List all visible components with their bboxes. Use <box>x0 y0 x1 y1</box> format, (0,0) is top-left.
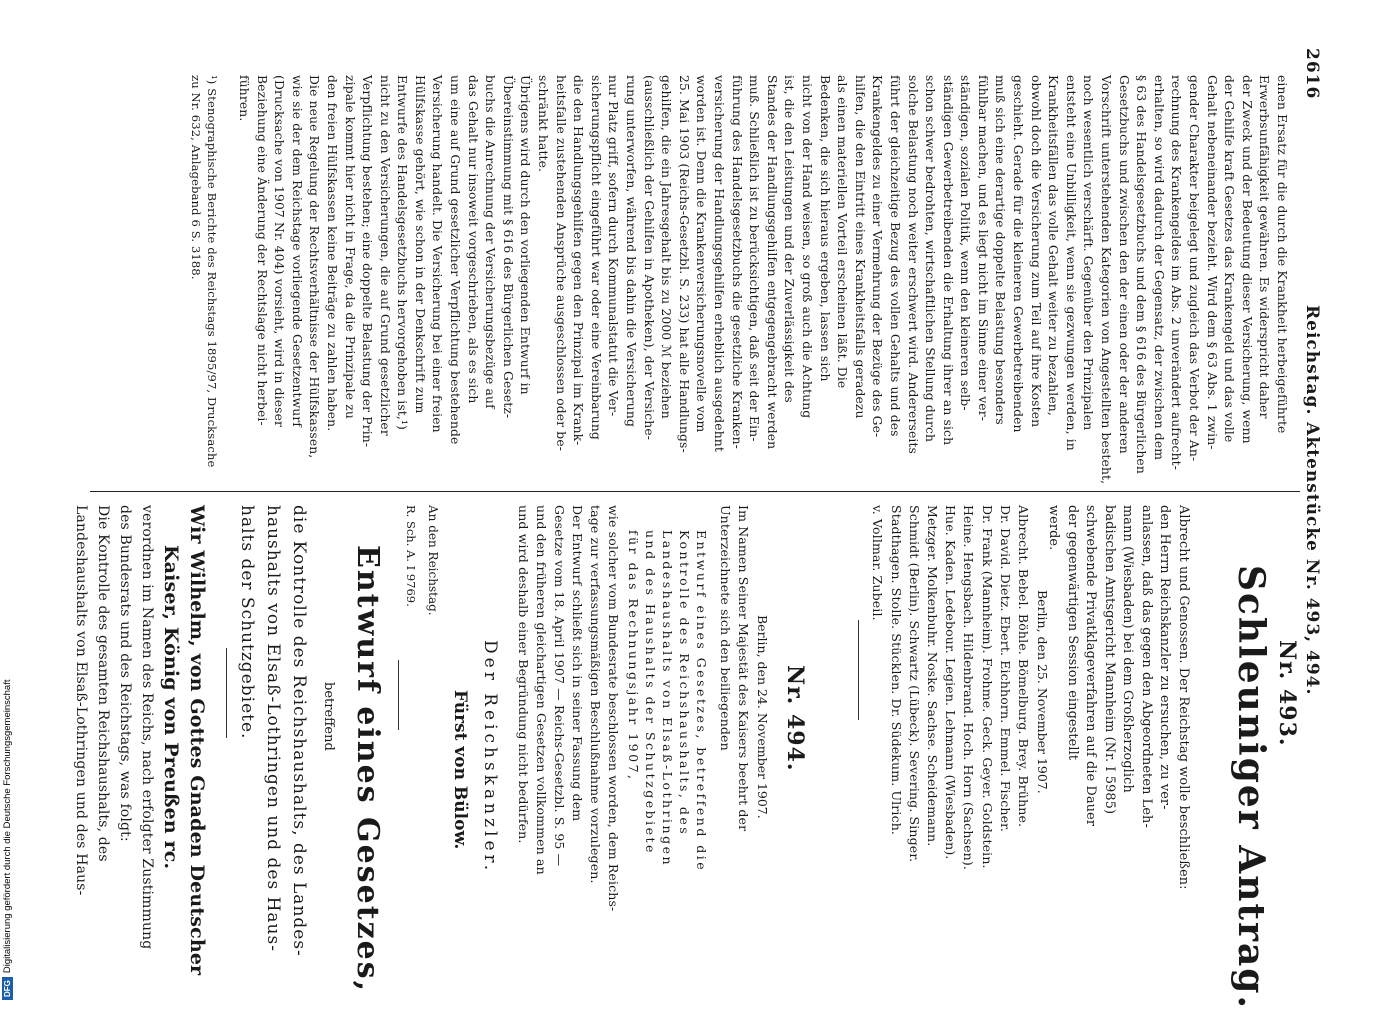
nr494-number: Nr. 494. <box>782 665 808 772</box>
footnote-line: zu Nr. 632, Anlageband 6 S. 3188. <box>189 75 203 280</box>
text-line: der Zweck und der Bedeutung dieser Versicherung, wenn <box>1239 75 1254 444</box>
text-line: um eine auf Grund gesetzlicher Verpflichtung bestehende <box>448 75 463 445</box>
signatory-line: Albrecht. Bebel. Böhle. Bömelburg. Brey. Brühne. <box>1016 505 1031 828</box>
nr494-subject-line: Entwurf eines Gesetzes, betreffend die <box>694 530 709 873</box>
nr494-body-line: und den früheren gleichartigen Gesetzen vollkommen an <box>534 505 549 875</box>
nr494-reference: R. Sch. A. I 9769. <box>404 505 418 607</box>
left-column-text <box>234 75 1290 490</box>
text-line: Verpflichtung bestehen; eine doppelte Belastung der Prin- <box>360 75 375 448</box>
signatory-line: Heine. Hengsbach. Hildenbrand. Hoch. Horn (Sachsen). <box>961 505 977 870</box>
signatory-line: Stadthagen. Stolle. Stücklen. Dr. Südekum. Ulrich. <box>888 505 904 836</box>
nr494-subject-line: für das Rechnungsjahr 1907, <box>626 530 641 782</box>
text-line: muß sich eine derartige doppelte Belastung besonders <box>993 75 1008 425</box>
draft-subject <box>234 505 312 957</box>
text-line: gender Charakter beigelegt und zugleich das Verbot der An- <box>1187 75 1202 462</box>
nr493-date: Berlin, den 25. November 1907. <box>1035 590 1050 794</box>
nr494-body-line: Der Entwurf schließt sich in seiner Fassung dem <box>570 505 585 822</box>
nr494-date: Berlin, den 24. November 1907. <box>755 615 770 819</box>
text-line: schon schwer bedrohten, wirtschaftlichen Stellung durch <box>923 75 938 443</box>
nr494-subject <box>625 530 710 930</box>
emperor-line: des Bundesrats und des Reichstags, was folgt: <box>117 505 133 842</box>
nr494-body-line: und wird deshalb einer Begründung nicht bedürfen. <box>516 505 531 844</box>
nr494-signature-name: Fürst von Bülow. <box>450 690 470 850</box>
nr494-body-line: Gesetze vom 18. April 1907 — Reichs-Gesetzbl. S. 95 — <box>552 505 567 867</box>
text-line: erhalten, so wird dadurch der Gegensatz, der zwischen dem <box>1151 75 1166 461</box>
dfg-sidebar <box>2 680 13 1001</box>
nr494-intro <box>716 505 752 935</box>
text-line: Beziehung eine Änderung der Rechtslage nicht herbei- <box>254 75 269 426</box>
emperor-line: verordnen im Namen des Reichs, nach erfolgter Zustimmung <box>139 505 155 950</box>
text-line: buchs die Anrechnung der Versicherungsbezüge auf <box>483 75 498 409</box>
text-line: entsteht eine Unbilligkeit, wenn sie gezwungen werden, in <box>1063 75 1078 451</box>
text-line: hilfen, die den Eintritt eines Krankheitsfalls geradezu <box>852 75 867 419</box>
nr493-body-line: mann (Wiesbaden) bei dem Großherzoglich <box>1120 505 1136 793</box>
text-line: solche Belastung noch weiter erschwert wird. Andererseits <box>905 75 920 455</box>
text-line: ständigen, sozialen Politik, wenn den kleineren selb- <box>958 75 973 411</box>
text-line: Erwerbsunfähigkeit gewähren. Es widerspricht daher <box>1257 75 1272 419</box>
section-rule-2 <box>398 660 399 730</box>
nr493-body-line: Albrecht und Genossen. Der Reichstag wolle beschließen: <box>1176 505 1191 890</box>
section-rule-3 <box>226 648 227 738</box>
signatory-line: Schmidt (Berlin). Schwartz (Lübeck). Severing. Singer. <box>906 505 922 863</box>
nr493-body-line: den Herrn Reichskanzler zu ersuchen, zu ver- <box>1157 505 1173 810</box>
draft-emperor <box>70 505 210 976</box>
text-line: Versicherung handelt. Die Versicherung bei einer freien <box>430 75 445 433</box>
column-divider <box>90 491 1300 492</box>
text-line: (Drucksache von 1907 Nr. 404) vorsieht, wird in dieser <box>272 75 287 428</box>
nr494-addressee: An den Reichstag. <box>426 505 440 616</box>
nr493-signatories <box>868 505 1032 935</box>
text-line: (ausschließlich der Gehilfen in Apotheken), der Versiche- <box>641 75 656 441</box>
footnote-line: ¹) Stenographische Berichte des Reichstags 1895/97, Drucksache <box>205 75 219 468</box>
text-line: Krankheitsfällen das volle Gehalt weiter zu bezahlen, <box>1046 75 1061 416</box>
nr494-body <box>514 505 622 935</box>
nr493-body-line: schwebende Privatklageverfahren auf die Dauer <box>1083 505 1099 827</box>
text-line: Entwurfe des Handelsgesetzbuchs hervorgehoben ist,¹) <box>395 75 410 430</box>
nr494-body-line: tage zur verfassungsmäßigen Beschlußnahme vorzulegen. <box>588 505 603 884</box>
dfg-credit: Digitalisierung gefördert durch die Deutsche Forschungsgemeinschaft <box>2 679 13 974</box>
page-number: 2616 <box>1302 48 1322 100</box>
nr494-intro-line: Unterzeichnete sich den beiliegenden <box>718 505 733 751</box>
text-line: muß. Schließlich ist zu berücksichtigen, daß seit der Ein- <box>747 75 762 442</box>
text-line: der Gehilfe kraft Gesetzes das Krankengeld und das volle <box>1222 75 1237 443</box>
draft-title: Entwurf eines Gesetzes, <box>350 545 385 994</box>
text-line: zipale kommt hier nicht in Frage, da die Prinzipale zu <box>342 75 357 419</box>
text-line: 25. Mai 1903 (Reichs-Gesetzbl. S. 233) hat alle Handlungs- <box>676 75 691 453</box>
text-line: worden ist. Denn die Krankenversicherungsnovelle vom <box>694 75 709 433</box>
text-line: Vorschrift unterstehenden Kategorien von Angestellten besteht, <box>1099 75 1114 485</box>
text-line: Bedenken, die sich hieraus ergeben, lassen sich <box>817 75 832 382</box>
text-line: Gehalt nebeneinander bezieht. Wird dem § 63 Abs. 1 zwin- <box>1204 75 1219 450</box>
signatory-line: Dr. David. Dietz. Ebert. Eichhorn. Emmel. Fischer. <box>997 505 1013 833</box>
nr494-signature-title: Der Reichskanzler. <box>480 640 500 875</box>
text-line: sicherungspflicht eingeführt war oder eine Vereinbarung <box>588 75 603 440</box>
text-line: noch wesentlich verschärft. Gegenüber den Prinzipalen <box>1081 75 1096 431</box>
draft-subject-line: die Kontrolle des Reichshaushalts, des Landes- <box>289 505 309 957</box>
text-line: nicht von der Hand weisen, so groß auch die Achtung <box>799 75 814 419</box>
nr494-intro-line: Im Namen Seiner Majestät des Kaisers beehrt der <box>736 505 751 832</box>
signatory-line: v. Vollmar. Zubeil. <box>870 505 886 621</box>
text-line: Hülfskasse gehört, wie schon in der Denkschrift zum <box>412 75 427 414</box>
nr493-body <box>1044 505 1192 935</box>
nr493-title: Schleuniger Antrag. <box>1230 565 1272 1010</box>
draft-concerning: betreffend <box>321 682 336 751</box>
text-line: gehilfen, die ein Jahresgehalt bis zu 2000 ℳ beziehen <box>659 75 674 419</box>
text-line: obwohl doch die Versicherung zum Teil auf ihre Kosten <box>1028 75 1043 428</box>
text-line: rung unterworfen, während bis dahin die Versicherung <box>624 75 639 427</box>
emperor-line: Wir Wilhelm, von Gottes Gnaden Deutscher <box>186 505 208 976</box>
text-line: Gesetzbuchs und zwischen den der einen oder der anderen <box>1116 75 1131 454</box>
emperor-line: Die Kontrolle des gesamten Reichshaushalts, des <box>95 505 111 862</box>
text-line: führen. <box>236 75 251 122</box>
text-line: geschieht. Gerade für die kleineren Gewerbetreibenden <box>1011 75 1026 433</box>
text-line: den freien Hülfskassen keine Beiträge zu zahlen haben. <box>324 75 339 432</box>
text-line: Standes der Handlungsgehilfen entgegengebracht werden <box>764 75 779 450</box>
signatory-line: Hue. Kaden. Ledebour. Legien. Lehmann (Wiesbaden). <box>943 505 959 860</box>
nr494-body-line: wie solcher vom Bundesrate beschlossen worden, dem Reichs- <box>606 505 621 912</box>
text-line: rechnung des Krankengeldes im Abs. 2 unverändert aufrecht- <box>1169 75 1184 471</box>
text-line: § 63 des Handelsgesetzbuchs und dem § 616 des Bürgerlichen <box>1134 75 1149 474</box>
nr493-body-line: anlassen, daß das gegen den Abgeordneten Leh- <box>1139 505 1154 828</box>
text-line: führt der gleichzeitige Bezug des vollen Gehalts und des <box>887 75 902 437</box>
nr494-subject-line: Landeshaushalts von Elsaß-Lothringen <box>660 530 675 868</box>
emperor-line: Landeshaushalts von Elsaß-Lothringen und des Haus- <box>73 505 89 896</box>
nr493-body-line: der gegenwärtigen Session eingestellt <box>1065 505 1080 761</box>
text-line: Die neue Regelung der Rechtsverhältnisse der Hülfskassen, <box>307 75 322 459</box>
text-line: fühlbar machen, und es liegt nicht im Sinne einer ver- <box>975 75 990 422</box>
nr493-body-line: badischen Amtsgericht Mannheim (Nr. I 5985) <box>1102 505 1117 815</box>
running-title: Reichstag. Aktenstücke Nr. 493, 494. <box>1302 305 1322 696</box>
text-line: Krankengeldes zu einer Vermehrung der Bezüge des Ge- <box>870 75 885 438</box>
footnote <box>188 75 220 495</box>
text-line: nicht zu den Versicherungen, die auf Grund gesetzlicher <box>377 75 392 436</box>
signatory-line: Dr. Frank (Mannheim). Frohme. Geck. Geyer. Goldstein. <box>979 505 995 869</box>
text-line: versicherung der Handlungsgehilfen erheblich ausgedehnt <box>712 75 726 452</box>
draft-subject-line: halts der Schutzgebiete. <box>237 505 257 740</box>
nr493-number: Nr. 493. <box>1274 640 1300 747</box>
nr493-body-line: werde. <box>1046 505 1062 551</box>
nr494-subject-line: Kontrolle des Reichshaushalts, des <box>677 530 692 837</box>
signatory-line: Metzger. Molkenbuhr. Noske. Sachse. Scheidemann. <box>924 505 940 847</box>
text-line: heitsfalle zustehenden Ansprüche ausgeschlossen oder be- <box>553 75 568 452</box>
dfg-logo: DFG <box>2 977 13 1000</box>
text-line: ist, die den Leistungen und der Zuverlässigkeit des <box>782 75 797 403</box>
text-line: schränkt hatte. <box>536 75 551 173</box>
text-line: das Gehalt nur insoweit vorgeschrieben, als es sich <box>465 75 480 404</box>
text-line: die den Handlungsgehilfen gegen den Prinzipal im Krank- <box>571 75 586 446</box>
emperor-line: Kaiser, König von Preußen rc. <box>160 545 182 870</box>
text-line: einen Ersatz für die durch die Krankheit herbeigeführte <box>1275 75 1289 434</box>
text-line: als einen materiellen Vorteil erscheinen läßt. Die <box>835 75 850 389</box>
text-line: ständigen Gewerbetreibenden die Erhaltung ihrer an sich <box>940 75 955 446</box>
draft-subject-line: haushalts von Elsaß-Lothringen und des Haus- <box>263 505 283 952</box>
text-line: Übrigens wird durch den vorliegenden Entwurf in <box>518 75 533 395</box>
section-rule <box>858 620 859 720</box>
nr494-subject-line: und des Haushalts der Schutzgebiete <box>643 530 658 855</box>
text-line: nur Platz griff, sofern durch Kommunalstatut die Ver- <box>606 75 621 417</box>
text-line: führung des Handelsgesetzbuchs die gesetzliche Kranken- <box>729 75 744 449</box>
text-line: wie sie der dem Reichstage vorliegende Gesetzentwurf <box>289 75 304 428</box>
text-line: Übereinstimmung mit § 616 des Bürgerlichen Gesetz- <box>500 75 515 419</box>
